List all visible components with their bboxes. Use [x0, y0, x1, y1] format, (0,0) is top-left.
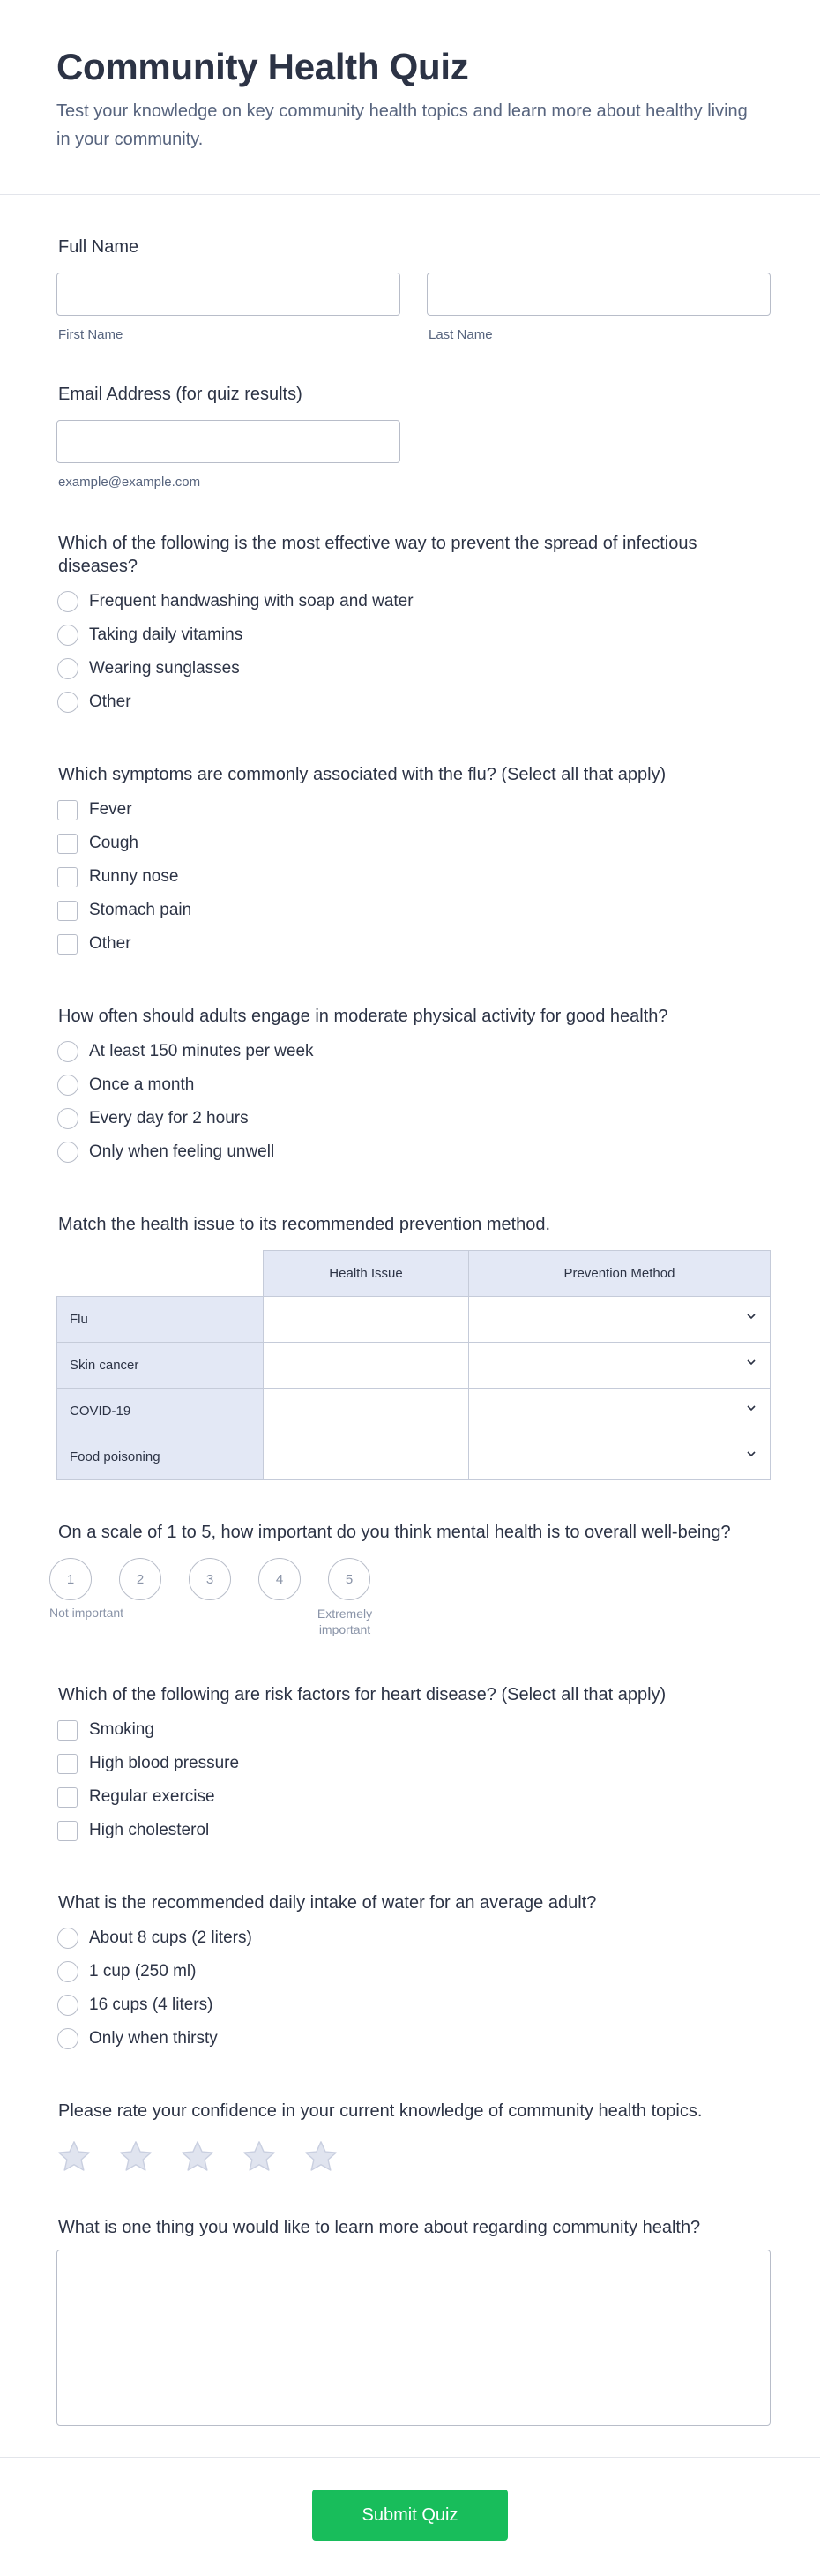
last-name-sublabel: Last Name: [429, 327, 493, 342]
checkbox[interactable]: [57, 867, 78, 887]
heart-option[interactable]: [56, 1713, 771, 1747]
option-label: Stomach pain: [89, 901, 192, 919]
radio-button[interactable]: [57, 1995, 78, 2016]
matrix-row: [57, 1297, 771, 1343]
checkbox[interactable]: [57, 1754, 78, 1774]
learn-more-question: [56, 2216, 771, 2430]
option-label: 16 cups (4 liters): [89, 1996, 213, 2014]
option-label: High cholesterol: [89, 1821, 210, 1839]
chevron-down-icon: [745, 1402, 757, 1414]
matrix-column-header: Prevention Method: [469, 1251, 771, 1297]
scale-rating: [49, 1558, 771, 1600]
option-label: High blood pressure: [89, 1754, 240, 1772]
scale-option[interactable]: 1: [49, 1558, 92, 1600]
mental-health-question: [49, 1521, 771, 1641]
radio-button[interactable]: [57, 1108, 78, 1129]
scale-low-label: Not important: [49, 1606, 124, 1620]
radio-button[interactable]: [57, 658, 78, 679]
confidence-question-label: Please rate your confidence in your current knowledge of community health topics.: [58, 2101, 703, 2121]
checkbox[interactable]: [57, 1720, 78, 1741]
matrix-row-label: COVID-19: [57, 1389, 264, 1434]
email-sublabel: example@example.com: [58, 475, 201, 490]
matrix-dropdown[interactable]: [469, 1389, 771, 1434]
first-name-input[interactable]: [56, 273, 400, 316]
email-question: [56, 383, 771, 490]
water-intake-question: [56, 1891, 771, 2056]
mental-question-label: On a scale of 1 to 5, how important do you think mental health is to overall well-being?: [58, 1523, 731, 1542]
star-rating: [56, 2138, 771, 2175]
form-header: [0, 0, 820, 195]
matching-question: [56, 1213, 771, 1480]
flu-option[interactable]: [56, 860, 771, 894]
option-label: 1 cup (250 ml): [89, 1962, 197, 1981]
activity-option[interactable]: [56, 1102, 771, 1135]
scale-option[interactable]: 3: [189, 1558, 231, 1600]
heart-option[interactable]: [56, 1780, 771, 1814]
matrix-row-label: Flu: [57, 1297, 264, 1343]
option-label: Wearing sunglasses: [89, 659, 240, 678]
star-icon[interactable]: [241, 2138, 278, 2175]
learn-more-textarea[interactable]: [56, 2250, 771, 2426]
submit-button[interactable]: Submit Quiz: [312, 2490, 508, 2541]
water-option[interactable]: [56, 2022, 771, 2056]
email-label: Email Address (for quiz results): [58, 385, 302, 404]
matrix-row: [57, 1434, 771, 1480]
matrix-row-label: Skin cancer: [57, 1343, 264, 1389]
option-label: Other: [89, 934, 131, 953]
email-input[interactable]: [56, 420, 400, 463]
option-label: Once a month: [89, 1075, 195, 1094]
radio-button[interactable]: [57, 1928, 78, 1949]
last-name-input[interactable]: [427, 273, 771, 316]
matrix-cell[interactable]: [264, 1434, 469, 1480]
option-label: Only when feeling unwell: [89, 1142, 275, 1161]
checkbox[interactable]: [57, 1821, 78, 1841]
water-question-label: What is the recommended daily intake of water for an average adult?: [58, 1893, 597, 1913]
star-icon[interactable]: [117, 2138, 154, 2175]
option-label: About 8 cups (2 liters): [89, 1928, 252, 1947]
learn-question-label: What is one thing you would like to learn more about regarding community health?: [58, 2218, 701, 2237]
prevention-option[interactable]: [56, 652, 771, 685]
option-label: Taking daily vitamins: [89, 625, 243, 644]
flu-option[interactable]: [56, 894, 771, 927]
checkbox[interactable]: [57, 934, 78, 955]
option-label: Every day for 2 hours: [89, 1109, 249, 1127]
option-label: Frequent handwashing with soap and water: [89, 592, 414, 610]
form-footer: [0, 2457, 820, 2541]
activity-option[interactable]: [56, 1035, 771, 1068]
checkbox[interactable]: [57, 834, 78, 854]
water-option[interactable]: [56, 1921, 771, 1955]
radio-button[interactable]: [57, 692, 78, 713]
scale-option[interactable]: 4: [258, 1558, 301, 1600]
radio-button[interactable]: [57, 1041, 78, 1062]
prevention-option[interactable]: [56, 685, 771, 719]
form-body: [0, 195, 820, 2430]
activity-question-label: How often should adults engage in moderate physical activity for good health?: [58, 1007, 668, 1026]
flu-symptoms-question: [56, 763, 771, 961]
scale-option[interactable]: 2: [119, 1558, 161, 1600]
matrix-dropdown[interactable]: [469, 1297, 771, 1343]
matrix-row: [57, 1343, 771, 1389]
flu-option[interactable]: [56, 927, 771, 961]
scale-high-label: Extremely important: [317, 1606, 373, 1636]
form-description: Test your knowledge on key community health topics and learn more about healthy living in your community.: [56, 101, 748, 149]
activity-option[interactable]: [56, 1068, 771, 1102]
matrix-cell[interactable]: [264, 1343, 469, 1389]
chevron-down-icon: [745, 1356, 757, 1368]
option-label: Cough: [89, 834, 138, 852]
option-label: Smoking: [89, 1720, 154, 1739]
water-option[interactable]: [56, 1955, 771, 1988]
checkbox[interactable]: [57, 901, 78, 921]
activity-option[interactable]: [56, 1135, 771, 1169]
radio-button[interactable]: [57, 2028, 78, 2049]
matrix-corner: [57, 1251, 264, 1297]
chevron-down-icon: [745, 1310, 757, 1322]
chevron-down-icon: [745, 1448, 757, 1460]
option-label: Other: [89, 693, 131, 711]
heart-option[interactable]: [56, 1747, 771, 1780]
star-icon[interactable]: [56, 2138, 93, 2175]
matrix-column-header: Health Issue: [264, 1251, 469, 1297]
flu-option[interactable]: [56, 793, 771, 827]
confidence-question: [56, 2100, 771, 2175]
radio-button[interactable]: [57, 591, 78, 612]
checkbox[interactable]: [57, 1787, 78, 1808]
option-label: Fever: [89, 800, 132, 819]
scale-option[interactable]: 5: [328, 1558, 370, 1600]
activity-question: [56, 1005, 771, 1169]
option-label: Regular exercise: [89, 1787, 215, 1806]
matrix-cell[interactable]: [264, 1389, 469, 1434]
option-label: At least 150 minutes per week: [89, 1042, 314, 1060]
matrix-dropdown[interactable]: [469, 1434, 771, 1480]
star-icon[interactable]: [179, 2138, 216, 2175]
radio-button[interactable]: [57, 1075, 78, 1096]
prevention-option[interactable]: [56, 585, 771, 618]
matrix-row-label: Food poisoning: [57, 1434, 264, 1480]
form-title: Community Health Quiz: [56, 46, 469, 87]
matrix-cell[interactable]: [264, 1297, 469, 1343]
matching-question-label: Match the health issue to its recommended prevention method.: [58, 1215, 551, 1234]
heart-option[interactable]: [56, 1814, 771, 1847]
option-label: Only when thirsty: [89, 2029, 218, 2048]
radio-button[interactable]: [57, 1961, 78, 1982]
flu-question-label: Which symptoms are commonly associated with the flu? (Select all that apply): [58, 765, 667, 784]
water-option[interactable]: [56, 1988, 771, 2022]
first-name-sublabel: First Name: [58, 327, 123, 342]
matching-table: [56, 1250, 771, 1480]
radio-button[interactable]: [57, 625, 78, 646]
heart-question-label: Which of the following are risk factors for heart disease? (Select all that apply): [58, 1685, 667, 1704]
full-name-label: Full Name: [58, 237, 139, 257]
radio-button[interactable]: [57, 1142, 78, 1163]
matrix-row: [57, 1389, 771, 1434]
flu-option[interactable]: [56, 827, 771, 860]
star-icon[interactable]: [302, 2138, 339, 2175]
matrix-dropdown[interactable]: [469, 1343, 771, 1389]
prevention-option[interactable]: [56, 618, 771, 652]
full-name-question: [56, 236, 771, 342]
checkbox[interactable]: [57, 800, 78, 820]
option-label: Runny nose: [89, 867, 179, 886]
prevention-question-label: Which of the following is the most effective way to prevent the spread of infectious diseases?: [58, 534, 697, 576]
prevention-question: [56, 532, 771, 719]
heart-disease-question: [56, 1683, 771, 1847]
